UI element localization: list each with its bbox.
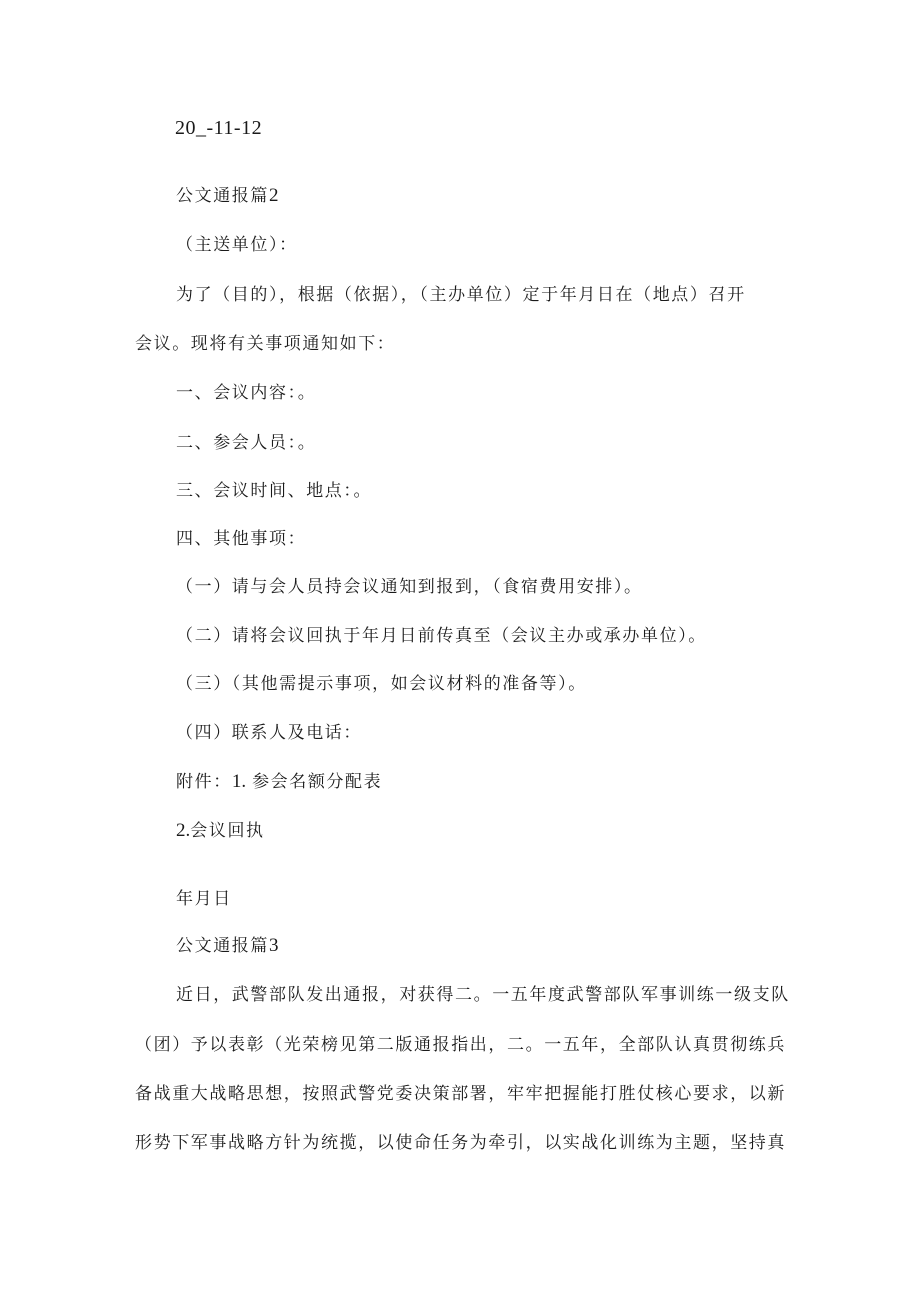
intro-line-1-text: 为了（目的），根据（依据），（主办单位）定于年月日在（地点）召开	[176, 285, 746, 305]
intro-line-2: 会议。现将有关事项通知如下：	[135, 334, 396, 354]
sub-item-4: （四）联系人及电话：	[176, 723, 362, 743]
body-line-2: （团）予以表彰（光荣榜见第二版通报指出，二。一五年，全部队认真贯彻练兵	[135, 1035, 786, 1055]
attachment-line	[176, 770, 382, 794]
attachment-1-number: 1.	[231, 771, 247, 792]
recipient-line: （主送单位）：	[176, 235, 298, 255]
section-2-title-number: 2	[269, 185, 279, 206]
item-2: 二、参会人员：。	[176, 433, 317, 453]
item-3: 三、会议时间、地点：。	[176, 481, 373, 501]
section-3-title-text: 公文通报篇	[176, 936, 269, 956]
intro-line-1	[135, 283, 785, 307]
sub-item-3: （三）（其他需提示事项，如会议材料的准备等）。	[176, 674, 587, 694]
sub-item-1: （一）请与会人员持会议通知到报到，（食宿费用安排）。	[176, 577, 643, 597]
section-3-title-number: 3	[269, 935, 279, 956]
attachment-2-number: 2.	[176, 820, 191, 841]
item-1: 一、会议内容：。	[176, 383, 317, 403]
attachment-1-text: 参会名额分配表	[252, 772, 383, 792]
body-line-3: 备战重大战略思想，按照武警党委决策部署，牢牢把握能打胜仗核心要求，以新	[135, 1084, 786, 1104]
section-2-title	[176, 184, 279, 208]
attachment-label: 附件：	[176, 772, 232, 792]
body-line-4: 形势下军事战略方针为统揽，以使命任务为牵引，以实战化训练为主题，坚持真	[135, 1133, 786, 1153]
body-line-1	[135, 983, 790, 1007]
attachment-2-line	[176, 819, 265, 843]
intro-paragraph	[135, 283, 785, 356]
closing-date: 年月日	[176, 889, 232, 909]
section-3-body	[135, 983, 790, 1155]
item-4: 四、其他事项：	[176, 529, 307, 549]
sub-item-2: （二）请将会议回执于年月日前传真至（会议主办或承办单位）。	[176, 626, 707, 646]
section-3-title	[176, 934, 279, 958]
document-date: 20_-11-12	[175, 117, 263, 139]
section-2-title-text: 公文通报篇	[176, 186, 269, 206]
attachment-2-text: 会议回执	[190, 821, 265, 841]
body-line-1-text: 近日，武警部队发出通报，对获得二。一五年度武警部队军事训练一级支队	[176, 985, 790, 1005]
